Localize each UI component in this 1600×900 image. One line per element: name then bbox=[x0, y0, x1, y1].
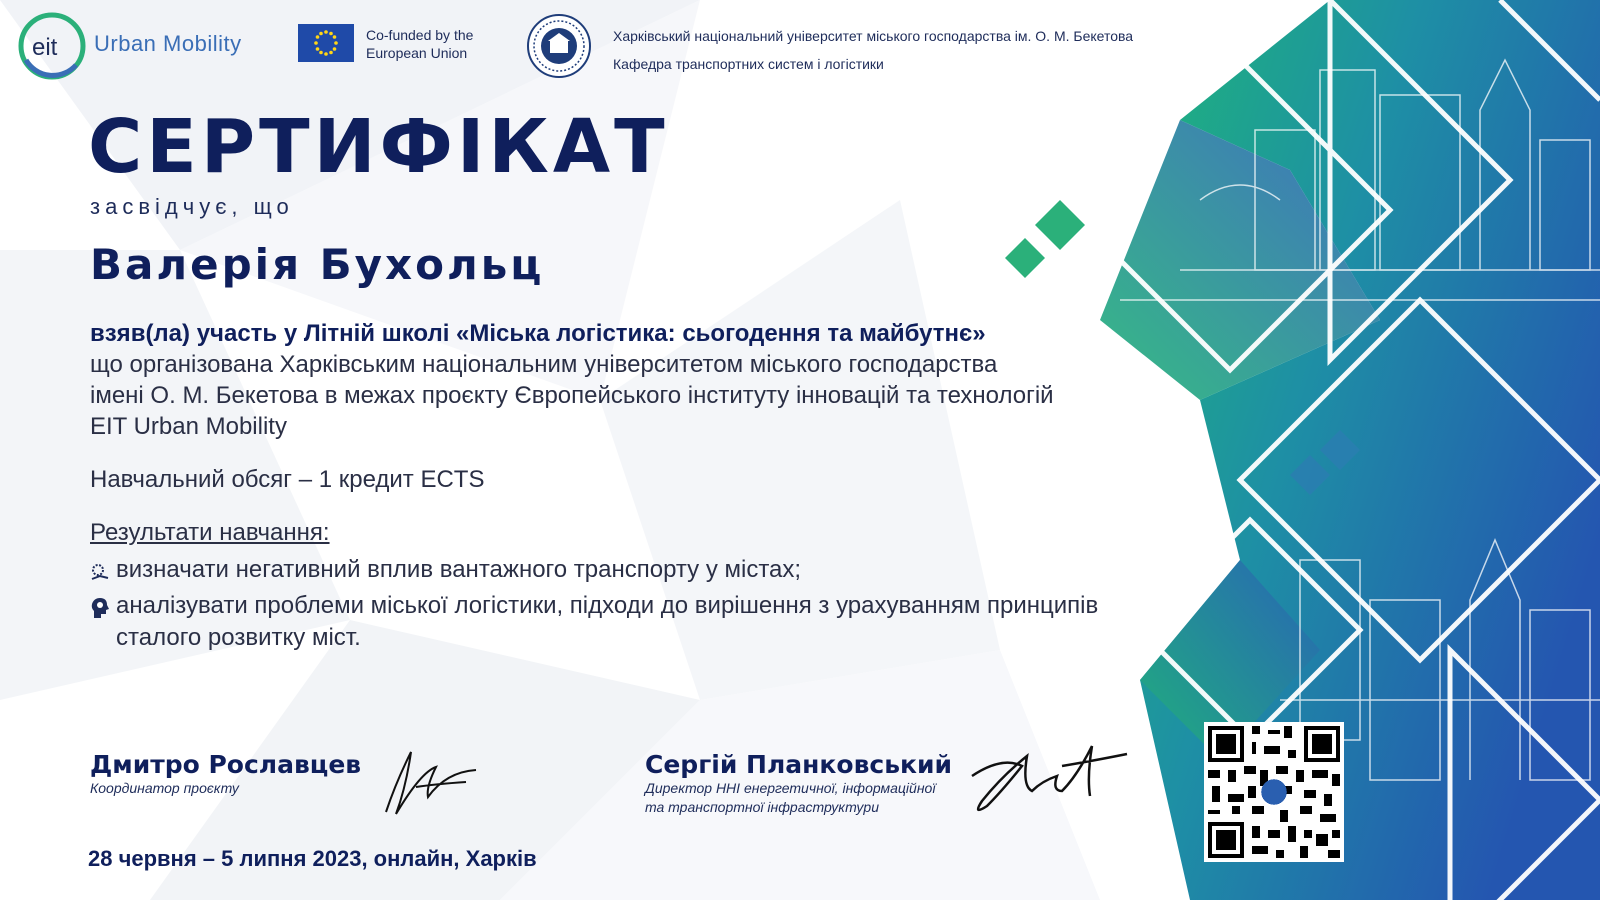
university-seal-icon bbox=[526, 13, 592, 79]
signer-name: Дмитро Рославцев bbox=[90, 750, 362, 779]
department-name: Кафедра транспортних систем і логістики bbox=[613, 56, 884, 72]
volume-text: Навчальний обсяг – 1 кредит ECTS bbox=[90, 466, 485, 493]
recipient-name: Валерія Бухольц bbox=[90, 240, 545, 289]
date-place: 28 червня – 5 липня 2023, онлайн, Харків bbox=[88, 846, 537, 871]
results-heading: Результати навчання: bbox=[90, 519, 330, 546]
signature-image bbox=[962, 736, 1132, 826]
eit-logo-icon bbox=[16, 10, 88, 82]
signer-coordinator bbox=[90, 750, 361, 798]
cofunded-line2: European Union bbox=[366, 45, 468, 61]
result-text-line2: сталого розвитку міст. bbox=[116, 624, 361, 651]
signer-role: Директор ННІ енергетичної, інформаційної bbox=[645, 780, 936, 796]
signer-director bbox=[645, 750, 975, 817]
signature-image bbox=[366, 742, 486, 822]
result-text-line1: аналізувати проблеми міської логістики, підходи до вирішення з урахуванням принципів bbox=[116, 592, 1099, 619]
head-gear-icon bbox=[90, 590, 116, 654]
organized-line2: імені О. М. Бекетова в межах проєкту Європейського інституту інновацій та технологій bbox=[90, 382, 1054, 409]
certificate-title: СЕРТИФІКАТ bbox=[88, 104, 669, 190]
result-item bbox=[90, 554, 1220, 592]
svg-text:eit: eit bbox=[32, 34, 58, 61]
eu-flag-icon bbox=[298, 24, 354, 62]
result-item bbox=[90, 590, 1220, 654]
signer-role: та транспортної інфраструктури bbox=[645, 799, 879, 815]
result-text bbox=[116, 590, 1098, 654]
university-block bbox=[613, 22, 1133, 78]
cofunded-line1: Co-funded by the bbox=[366, 27, 474, 43]
organized-line3: EIT Urban Mobility bbox=[90, 413, 287, 440]
qr-code-icon[interactable] bbox=[1204, 722, 1344, 862]
gear-hand-icon bbox=[90, 554, 116, 592]
university-name: Харківський національний університет міського господарства ім. О. М. Бекетова bbox=[613, 28, 1134, 44]
organized-line1: що організована Харківським національним університетом міського господарства bbox=[90, 351, 998, 378]
cofunded-text bbox=[366, 26, 516, 62]
signer-role: Координатор проєкту bbox=[90, 780, 239, 796]
certificate-body bbox=[90, 318, 1210, 442]
participation-text: взяв(ла) участь у Літній школі «Міська логістика: сьогодення та майбутнє» bbox=[90, 320, 986, 347]
eit-urban-mobility-text: Urban Mobility bbox=[94, 31, 242, 56]
signer-name: Сергій Планковський bbox=[645, 750, 953, 779]
result-text: визначати негативний вплив вантажного транспорту у містах; bbox=[116, 556, 802, 583]
certifies-text: засвідчує, що bbox=[90, 194, 294, 219]
